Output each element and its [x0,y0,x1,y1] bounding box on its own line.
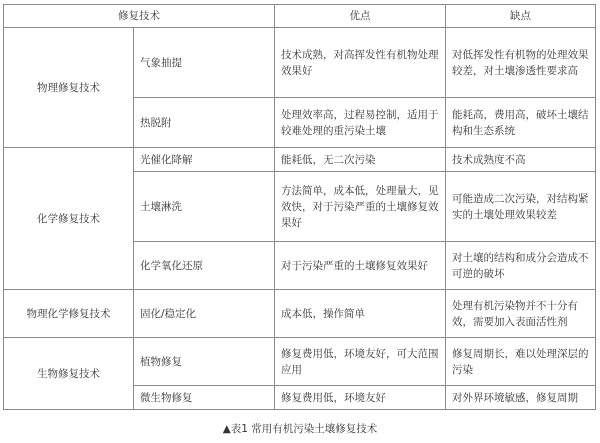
header-advantage: 优点 [275,5,446,28]
technique-cell: 微生物修复 [134,386,275,410]
advantage-cell: 修复费用低，环境友好，可大范围应用 [275,338,446,386]
advantage-cell: 方法简单，成本低，处理量大，见效快，对于污染严重的土壤修复效果好 [275,172,446,242]
category-biological: 生物修复技术 [4,338,134,410]
disadvantage-cell: 能耗高，费用高，破坏土壤结构和生态系统 [446,98,596,148]
disadvantage-cell: 对低挥发性有机物的处理效果较差，对土壤渗透性要求高 [446,28,596,98]
advantage-cell: 对于污染严重的土壤修复效果好 [275,242,446,290]
technique-cell: 化学氧化还原 [134,242,275,290]
disadvantage-cell: 可能造成二次污染，对结构紧实的土壤处理效果较差 [446,172,596,242]
technique-cell: 光催化降解 [134,148,275,172]
technique-cell: 气象抽提 [134,28,275,98]
header-disadvantage: 缺点 [446,5,596,28]
disadvantage-cell: 技术成熟度不高 [446,148,596,172]
category-chemical: 化学修复技术 [4,148,134,290]
category-physical: 物理修复技术 [4,28,134,148]
technique-cell: 固化/稳定化 [134,290,275,338]
category-physicochemical: 物理化学修复技术 [4,290,134,338]
disadvantage-cell: 对土壤的结构和成分会造成不可逆的破坏 [446,242,596,290]
header-row [4,5,596,28]
advantage-cell: 技术成熟，对高挥发性有机物处理效果好 [275,28,446,98]
technique-cell: 土壤淋洗 [134,172,275,242]
table-row [4,148,596,172]
table-row [4,290,596,338]
advantage-cell: 处理效率高，过程易控制，适用于较难处理的重污染土壤 [275,98,446,148]
advantage-cell: 修复费用低，环境友好 [275,386,446,410]
technique-cell: 热脱附 [134,98,275,148]
disadvantage-cell: 修复周期长，难以处理深层的污染 [446,338,596,386]
disadvantage-cell: 处理有机污染物并不十分有效，需要加入表面活性剂 [446,290,596,338]
technique-cell: 植物修复 [134,338,275,386]
table-row [4,338,596,386]
advantage-cell: 成本低，操作简单 [275,290,446,338]
disadvantage-cell: 对外界环境敏感，修复周期 [446,386,596,410]
table-caption: ▲表1 常用有机污染土壤修复技术 [222,423,378,435]
remediation-table [3,4,596,410]
advantage-cell: 能耗低，无二次污染 [275,148,446,172]
table-row [4,28,596,98]
header-technique: 修复技术 [4,5,275,28]
